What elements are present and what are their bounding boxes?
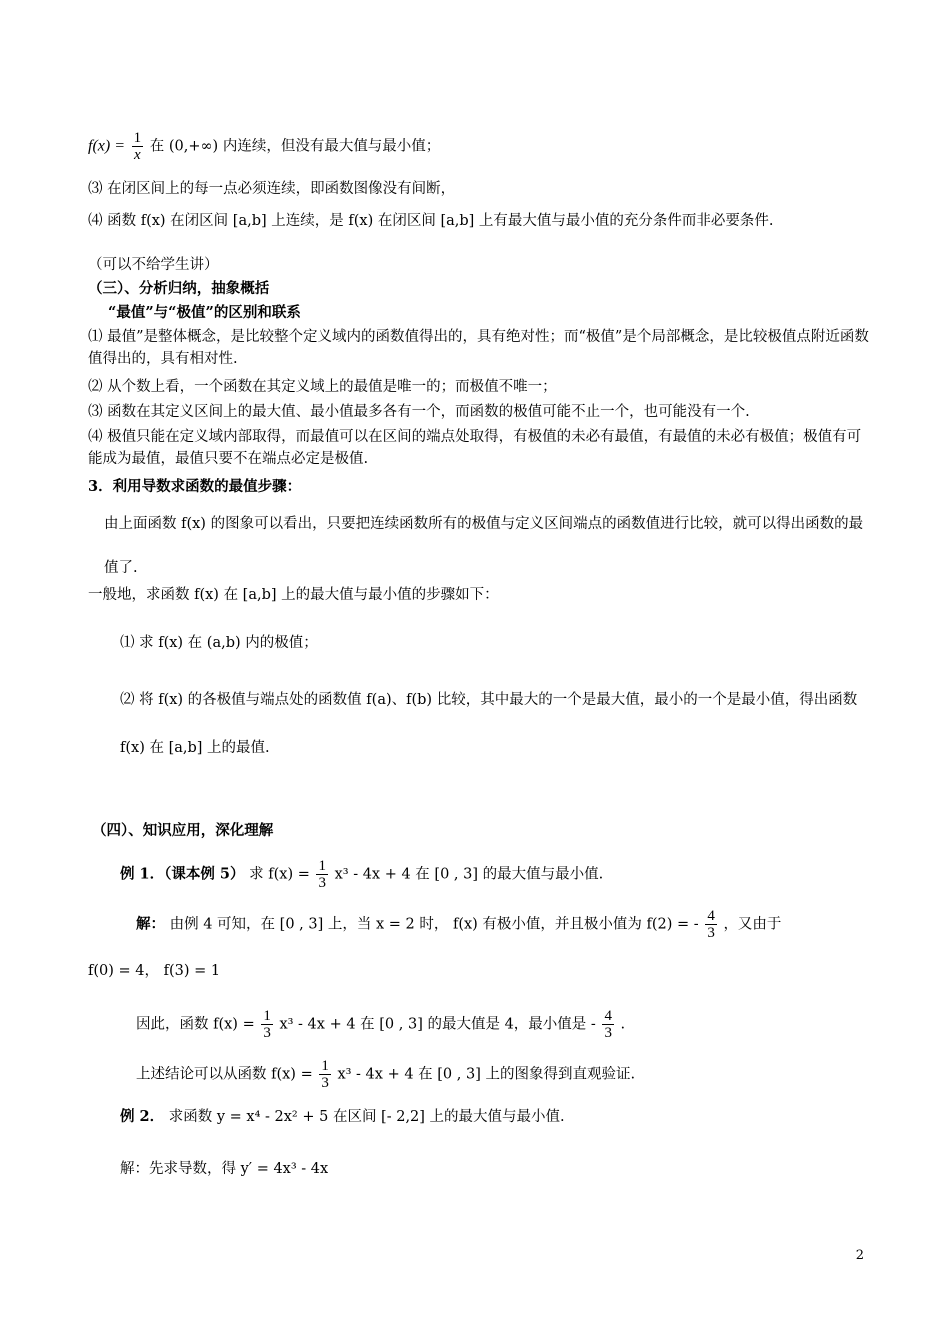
verification-text-b: x³ - 4x + 4 在 [0 , 3] 上的图象得到直观验证.	[337, 1066, 636, 1083]
conclusion-text-c: .	[620, 1016, 626, 1033]
fraction-numerator: 4	[707, 908, 715, 924]
example-2	[120, 1106, 870, 1128]
solution-label: 解：	[136, 915, 165, 933]
fraction-denominator: 3	[707, 925, 715, 941]
example-1	[120, 858, 870, 891]
section-3-point-2: ⑵ 从个数上看，一个函数在其定义域上的最值是唯一的；而极值不唯一；	[88, 379, 557, 395]
fraction-denominator: 3	[321, 1075, 329, 1091]
steps-intro: 由上面函数 f(x) 的图象可以看出，只要把连续函数所有的极值与定义区间端点的函数值进行比较，就可以得出函数的最值了.	[104, 516, 864, 576]
fraction-numerator: 1	[321, 1058, 329, 1074]
page-number: 2	[855, 1248, 864, 1263]
section-3-point-4: ⑷ 极值只能在定义域内部取得，而最值可以在区间的端点处取得，有极值的未必有最值，有最值的未必有极值；极值有可能成为最值，最值只要不在端点必定是极值.	[88, 429, 862, 467]
section-3-point-1: ⑴ 最值”是整体概念，是比较整个定义域内的函数值得出的，具有绝对性；而“极值”是个局部概念，是比较极值点附近函数值得出的，具有相对性.	[88, 329, 869, 367]
conclusion-text-a: 因此，函数 f(x) =	[136, 1016, 255, 1033]
fraction-denominator: x	[134, 147, 141, 163]
solution-text-a: 由例 4 可知，在 [0 , 3] 上，当 x = 2 时， f(x) 有极小值，并且极小值为 f(2) = -	[169, 916, 699, 933]
example-1-text-b: x³ - 4x + 4 在 [0 , 3] 的最大值与最小值.	[334, 866, 604, 883]
fraction-denominator: 3	[263, 1025, 271, 1041]
example-1-text-a: 求 f(x) =	[249, 866, 310, 883]
fraction-numerator: 1	[263, 1008, 271, 1024]
fraction-one-third	[261, 1008, 273, 1041]
fraction-four-thirds	[705, 908, 717, 941]
teacher-note: （可以不给学生讲）	[88, 257, 219, 273]
continuity-example-line	[88, 130, 870, 163]
fraction-numerator: 1	[133, 130, 142, 146]
step-2: ⑵ 将 f(x) 的各极值与端点处的函数值 f(a)、f(b) 比较，其中最大的一个是最大值，最小的一个是最小值，得出函数 f(x) 在 [a,b] 上的最值.	[120, 692, 858, 756]
fraction-one-over-x	[132, 130, 144, 163]
solution-values: f(0) = 4， f(3) = 1	[88, 963, 221, 979]
note-4: ⑷ 函数 f(x) 在闭区间 [a,b] 上连续，是 f(x) 在闭区间 [a,b] 上有最大值与最小值的充分条件而非必要条件.	[88, 213, 774, 229]
section-3-subheading: “最值”与“极值”的区别和联系	[108, 304, 301, 321]
step-1: ⑴ 求 f(x) 在 (a,b) 内的极值；	[120, 635, 318, 651]
frac-line-suffix: 在 (0,+∞) 内连续，但没有最大值与最小值；	[149, 138, 441, 155]
section-3-heading: （三）、分析归纳，抽象概括	[88, 280, 270, 297]
fraction-numerator: 1	[318, 858, 326, 874]
fraction-denominator: 3	[318, 875, 326, 891]
conclusion-text-b: x³ - 4x + 4 在 [0 , 3] 的最大值是 4，最小值是 -	[279, 1016, 596, 1033]
fraction-one-third	[316, 858, 328, 891]
example-1-label: 例 1．（课本例 5）	[120, 865, 245, 883]
fraction-numerator: 4	[604, 1008, 612, 1024]
note-3: ⑶ 在闭区间上的每一点必须连续，即函数图像没有间断，	[88, 181, 456, 197]
steps-general: 一般地，求函数 f(x) 在 [a,b] 上的最大值与最小值的步骤如下：	[88, 587, 499, 603]
solution-text-b: ，又由于	[723, 916, 782, 933]
example-2-solution: 解：先求导数，得 y′ = 4x³ - 4x	[120, 1161, 329, 1177]
example-2-text: 求函数 y = x⁴ - 2x² + 5 在区间 [- 2,2] 上的最大值与最小值.	[168, 1109, 565, 1125]
section-4-heading: （四）、知识应用，深化理解	[92, 822, 274, 839]
fraction-denominator: 3	[604, 1025, 612, 1041]
fraction-one-third	[319, 1058, 331, 1091]
example-2-label: 例 2．	[120, 1108, 165, 1125]
steps-heading: 3．利用导数求函数的最值步骤：	[88, 478, 302, 495]
solution-1	[136, 908, 870, 941]
fraction-four-thirds	[602, 1008, 614, 1041]
verification	[136, 1058, 870, 1091]
verification-text-a: 上述结论可以从函数 f(x) =	[136, 1066, 313, 1083]
conclusion	[136, 1008, 870, 1041]
frac-line-prefix: f(x) =	[88, 137, 125, 155]
section-3-point-3: ⑶ 函数在其定义区间上的最大值、最小值最多各有一个，而函数的极值可能不止一个，也可能没有一个.	[88, 404, 750, 420]
